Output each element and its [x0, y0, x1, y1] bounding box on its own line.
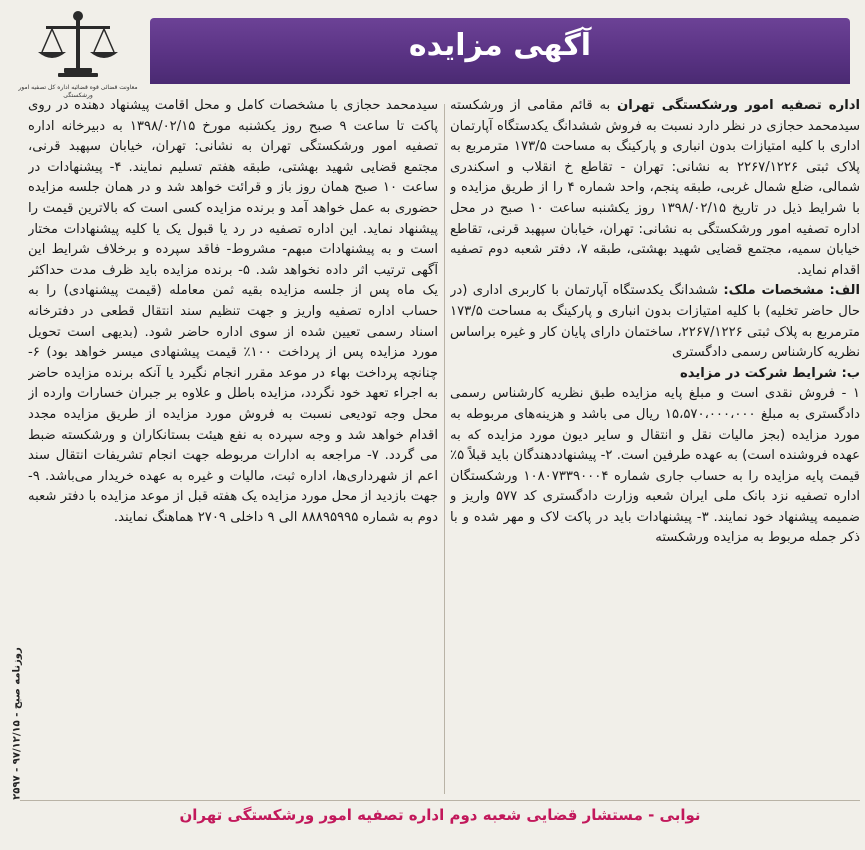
emblem-caption: معاونت قضائی قوه قضائیه اداره کل تصفیه امور ورشکستگی: [18, 84, 138, 99]
section-a-title: الف: مشخصات ملک:: [723, 283, 860, 299]
section-b-text: ۱ - فروش نقدی است و مبلغ پایه مزایده طبق نظریه کارشناس رسمی دادگستری به مبلغ ۱۵،۵۷۰،۰۰۰،۰۰۰ ریال می باشد و هزینه‌های مربوطه به مورد مزایده (بجز مالیات نقل و انتقال و سایر دیون مورد مزایده که به عهده فروشنده است) به عهده طرفین است. ۲- پیشنهاددهندگان باید قبلاً ۵٪ قیمت پایه مزایده را به حساب جاری شماره ۱۰۸۰۷۳۳۹۰۰۰۴ ورشکستگان اداره تصفیه نزد بانک ملی ایران شعبه وزارت دادگستری کد ۵۷۷ واریز و ضمیمه پیشنهاد خود نمایند. ۳- پیشنهادات باید در پاکت لاک و مهر شده و با ذکر جمله مربوط به مزایده ورشکسته: [450, 386, 860, 546]
intro-paragraph: [450, 96, 860, 281]
section-a-paragraph: [450, 281, 860, 363]
left-column: [28, 96, 438, 796]
intro-text: به قائم مقامی از ورشکسته سیدمحمد حجازی در نظر دارد نسبت به فروش ششدانگ یکدستگاه آپارتمان اداری با کلیه امتیازات بدون انباری و پارکینگ به مساحت ۱۷۳/۵ مترمربع به پلاک ثبتی ۲۲۶۷/۱۲۲۶ به نشانی: تهران - تقاطع خ انقلاب و اسکندری شمالی، ضلع شمال غربی، طبقه پنجم، واحد شماره ۴ را از طریق مزایده و با شرایط ذیل در تاریخ ۱۳۹۸/۰۲/۱۵ روز یکشنبه ساعت ۱۰ صبح در محل اداره تصفیه امور ورشکستگی به نشانی: تهران، خیابان سپهبد قرنی، تقاطع خیابان سمیه، مجتمع قضایی شهید بهشتی، طبقه ۷، دفتر شعبه دوم تصفیه اقدام نماید.: [450, 98, 860, 278]
section-a-text: ششدانگ یکدستگاه آپارتمان با کاربری اداری (در حال حاضر تخلیه) با کلیه امتیازات بدون انباری و پارکینگ به مساحت ۱۷۳/۵ مترمربع به پلاک ثبتی ۲۲۶۷/۱۲۲۶، ساختمان دارای پایان کار و غیره براساس نظریه کارشناس رسمی دادگستری: [450, 283, 860, 361]
section-b-title: ب: شرایط شرکت در مزایده: [679, 365, 860, 381]
footer-divider: [20, 800, 860, 801]
header-band: [150, 18, 850, 84]
side-publication-label: روزنامه صبح - ۹۷/۱۲/۱۵ - ۲۵۹۷: [11, 647, 23, 800]
issuer-name: اداره تصفیه امور ورشکستگی تهران: [616, 98, 860, 113]
page-title: آگهی مزایده: [408, 28, 592, 63]
left-column-text: سیدمحمد حجازی با مشخصات کامل و محل اقامت پیشنهاد دهنده در روی پاکت تا ساعت ۹ صبح روز یکشنبه مورخ ۱۳۹۸/۰۲/۱۵ به دبیرخانه اداره تصفیه امور ورشکستگی تهران به نشانی: تهران، خیابان سپهبد قرنی، مجتمع قضایی شهید بهشتی، طبقه هفتم تسلیم نمایند. ۴- پیشنهادات در ساعت ۱۰ صبح همان روز باز و قرائت خواهد شد و در همان جلسه مزایده حضوری به عمل خواهد آمد و برنده مزایده کسی است که بالاترین قیمت را پیشنهاد نماید. این اداره تصفیه در رد یا قبول یک یا کلیه پیشنهادات مختار است و به پیشنهادات مبهم- مشروط- فاقد سپرده و برخلاف شرایط این آگهی ترتیب اثر داده نخواهد شد. ۵- برنده مزایده باید ظرف مدت حداکثر یک ماه پس از جلسه مزایده بقیه ثمن معامله (قیمت پیشنهادی) را به حساب اداره تصفیه واریز و جهت تنظیم سند انتقال قطعی در دفترخانه اسناد رسمی تعیین شده از سوی اداره حاضر شود. (بدیهی است تحویل مورد مزایده پس از پرداخت ۱۰۰٪ قیمت پیشنهادی میسر خواهد بود) ۶- چنانچه پرداخت بهاء در موعد مقرر انجام نگیرد یا آنکه برنده مزایده حاضر به اجراء تعهد خود نگردد، مزایده باطل و علاوه بر جبران خسارات وارده از محل وجه تودیعی نسبت به فروش مورد مزایده از طریق مزایده مجدد اقدام خواهد شد و وجه سپرده به نفع هیئت بستانکاران و ورشکسته ضبط می گردد. ۷- مراجعه به ادارات مربوطه جهت انجام تشریفات انتقال سند اعم از شهرداری‌ها، اداره ثبت، مالیات و غیره به عهده خریدار می‌باشد. ۹- جهت بازدید از محل مورد مزایده یک هفته قبل از موعد مزایده با دفتر شعبه دوم به شماره ۸۸۸۹۵۹۹۵ الی ۹ داخلی ۲۷۰۹ هماهنگ نمایند.: [28, 98, 438, 525]
right-column: [450, 96, 860, 796]
side-strip: [2, 640, 24, 810]
notice-body: [28, 96, 860, 796]
column-divider: [444, 104, 445, 794]
signature-footer: نوابی - مستشار قضایی شعبه دوم اداره تصفیه امور ورشکستگی تهران: [179, 806, 701, 824]
